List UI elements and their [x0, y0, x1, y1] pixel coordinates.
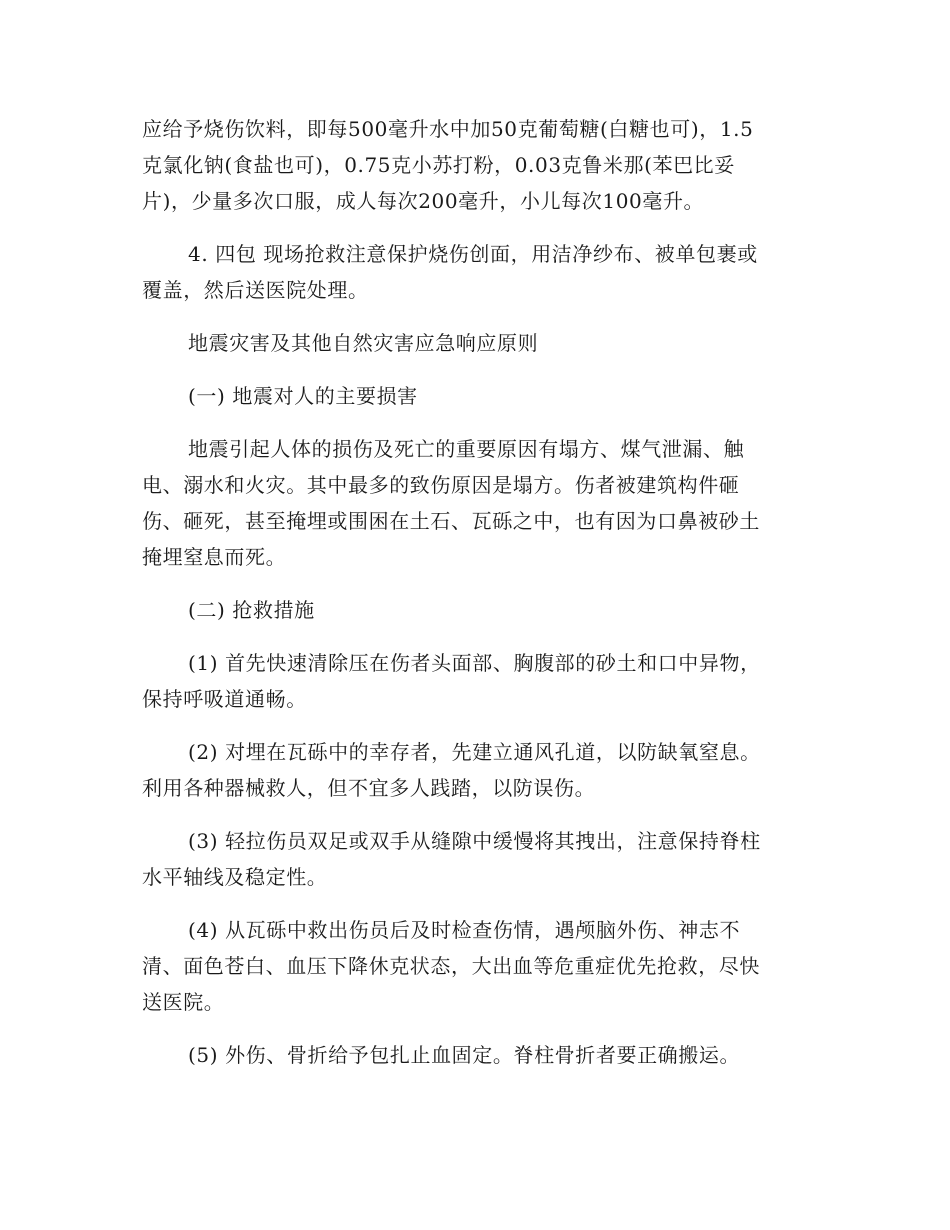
text-line: 4. 四包 现场抢救注意保护烧伤创面，用洁净纱布、被单包裹或	[188, 242, 758, 266]
text-line: 地震引起人体的损伤及死亡的重要原因有塌方、煤气泄漏、触	[188, 437, 745, 461]
text-line: 片)，少量多次口服，成人每次200毫升，小儿每次100毫升。	[142, 189, 705, 213]
text-line: 利用各种器械救人，但不宜多人践踏，以防误伤。	[142, 776, 596, 800]
text-line: 应给予烧伤饮料，即每500毫升水中加50克葡萄糖(白糖也可)，1.5	[142, 117, 754, 141]
text-line: (5) 外伤、骨折给予包扎止血固定。脊柱骨折者要正确搬运。	[188, 1043, 741, 1067]
subsection-heading: (二) 抢救措施	[188, 598, 315, 622]
text-line: (4) 从瓦砾中救出伤员后及时检查伤情，遇颅脑外伤、神志不	[188, 918, 741, 942]
text-line: 电、溺水和火灾。其中最多的致伤原因是塌方。伤者被建筑构件砸	[142, 473, 740, 497]
text-line: 克氯化钠(食盐也可)，0.75克小苏打粉，0.03克鲁米那(苯巴比妥	[142, 153, 735, 177]
text-line: 覆盖，然后送医院处理。	[142, 278, 369, 302]
text-line: 水平轴线及稳定性。	[142, 865, 328, 889]
text-line: (3) 轻拉伤员双足或双手从缝隙中缓慢将其拽出，注意保持脊柱	[188, 829, 761, 853]
text-line: 掩埋窒息而死。	[142, 545, 287, 569]
subsection-heading: (一) 地震对人的主要损害	[188, 384, 418, 408]
section-heading: 地震灾害及其他自然灾害应急响应原则	[188, 331, 539, 355]
text-line: 清、面色苍白、血压下降休克状态，大出血等危重症优先抢救，尽快	[142, 954, 760, 978]
text-line: 伤、砸死，甚至掩埋或围困在土石、瓦砾之中，也有因为口鼻被砂土	[142, 509, 760, 533]
text-line: 保持呼吸道通畅。	[142, 687, 307, 711]
text-line: (2) 对埋在瓦砾中的幸存者，先建立通风孔道，以防缺氧窒息。	[188, 740, 761, 764]
text-line: (1) 首先快速清除压在伤者头面部、胸腹部的砂土和口中异物，	[188, 651, 761, 675]
text-line: 送医院。	[142, 990, 225, 1014]
